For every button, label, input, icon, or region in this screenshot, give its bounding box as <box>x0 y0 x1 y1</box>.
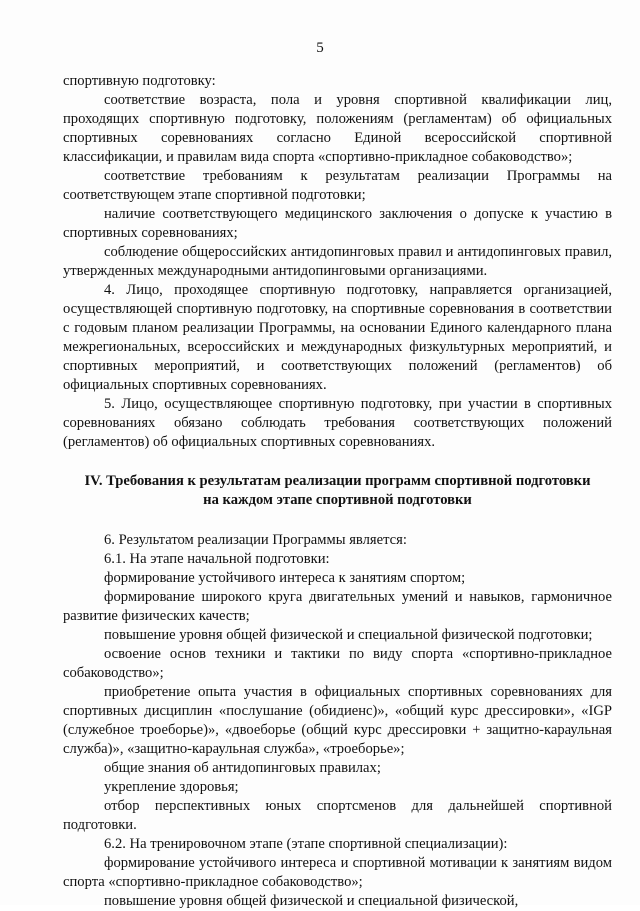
paragraph: формирование широкого круга двигательных умений и навыков, гармоничное развитие физических качеств; <box>63 589 612 624</box>
paragraph: соответствие требованиям к результатам реализации Программы на соответствующем этапе спортивной подготовки; <box>63 168 612 203</box>
paragraph: 6.1. На этапе начальной подготовки: <box>104 551 330 567</box>
paragraph: повышение уровня общей физической и специальной физической подготовки; <box>104 627 593 643</box>
document-body <box>63 72 612 911</box>
section-heading-line: IV. Требования к результатам реализации программ спортивной подготовки <box>84 473 591 489</box>
section-heading <box>63 472 612 510</box>
paragraph: 6.2. На тренировочном этапе (этапе спортивной специализации): <box>104 836 508 852</box>
paragraph: отбор перспективных юных спортсменов для дальнейшей спортивной подготовки. <box>63 798 612 833</box>
paragraph: 4. Лицо, проходящее спортивную подготовку, направляется организацией, осуществляющей спортивную подготовку, на спортивные соревнования в соответствии с годовым планом реализации Программы, на основании Единого календарного плана межрегиональных, всероссийских и международных физкультурных мероприятий, и спортивных мероприятий, и соответствующих положений (регламентов) об официальных спортивных соревнованиях. <box>63 282 612 393</box>
paragraph: укрепление здоровья; <box>104 779 239 795</box>
section-before <box>63 72 612 452</box>
paragraph: спортивную подготовку: <box>63 73 216 89</box>
paragraph: соблюдение общероссийских антидопинговых правил и антидопинговых правил, утвержденных международными антидопинговыми организациями. <box>63 244 612 279</box>
paragraph: наличие соответствующего медицинского заключения о допуске к участию в спортивных соревнованиях; <box>63 206 612 241</box>
section-after <box>63 531 612 911</box>
paragraph: формирование устойчивого интереса к занятиям спортом; <box>104 570 466 586</box>
paragraph: общие знания об антидопинговых правилах; <box>104 760 381 776</box>
paragraph: повышение уровня общей физической и специальной физической, <box>104 893 519 909</box>
page-number: 5 <box>316 40 324 56</box>
paragraph: 5. Лицо, осуществляющее спортивную подготовку, при участии в спортивных соревнованиях обязано соблюдать требования соответствующих положений (регламентов) об официальных спортивных соревнованиях. <box>63 396 612 450</box>
paragraph: соответствие возраста, пола и уровня спортивной квалификации лиц, проходящих спортивную подготовку, положениям (регламентам) об официальных спортивных соревнованиях согласно Единой всероссийской спортивной классификации, и правилам вида спорта «спортивно-прикладное собаководство»; <box>63 92 612 165</box>
paragraph: приобретение опыта участия в официальных спортивных соревнованиях для спортивных дисциплин «послушание (обидиенс)», «общий курс дрессировки», «IGP (служебное троеборье)», «двоеборье (общий курс дрессировки + защитно-караульная служба)», «защитно-караульная служба», «троеборье»; <box>63 684 612 757</box>
paragraph: формирование устойчивого интереса и спортивной мотивации к занятиям видом спорта «спортивно-прикладное собаководство»; <box>63 855 612 890</box>
paragraph: освоение основ техники и тактики по виду спорта «спортивно-прикладное собаководство»; <box>63 646 612 681</box>
section-heading-line: на каждом этапе спортивной подготовки <box>203 492 472 508</box>
paragraph: 6. Результатом реализации Программы является: <box>104 532 407 548</box>
